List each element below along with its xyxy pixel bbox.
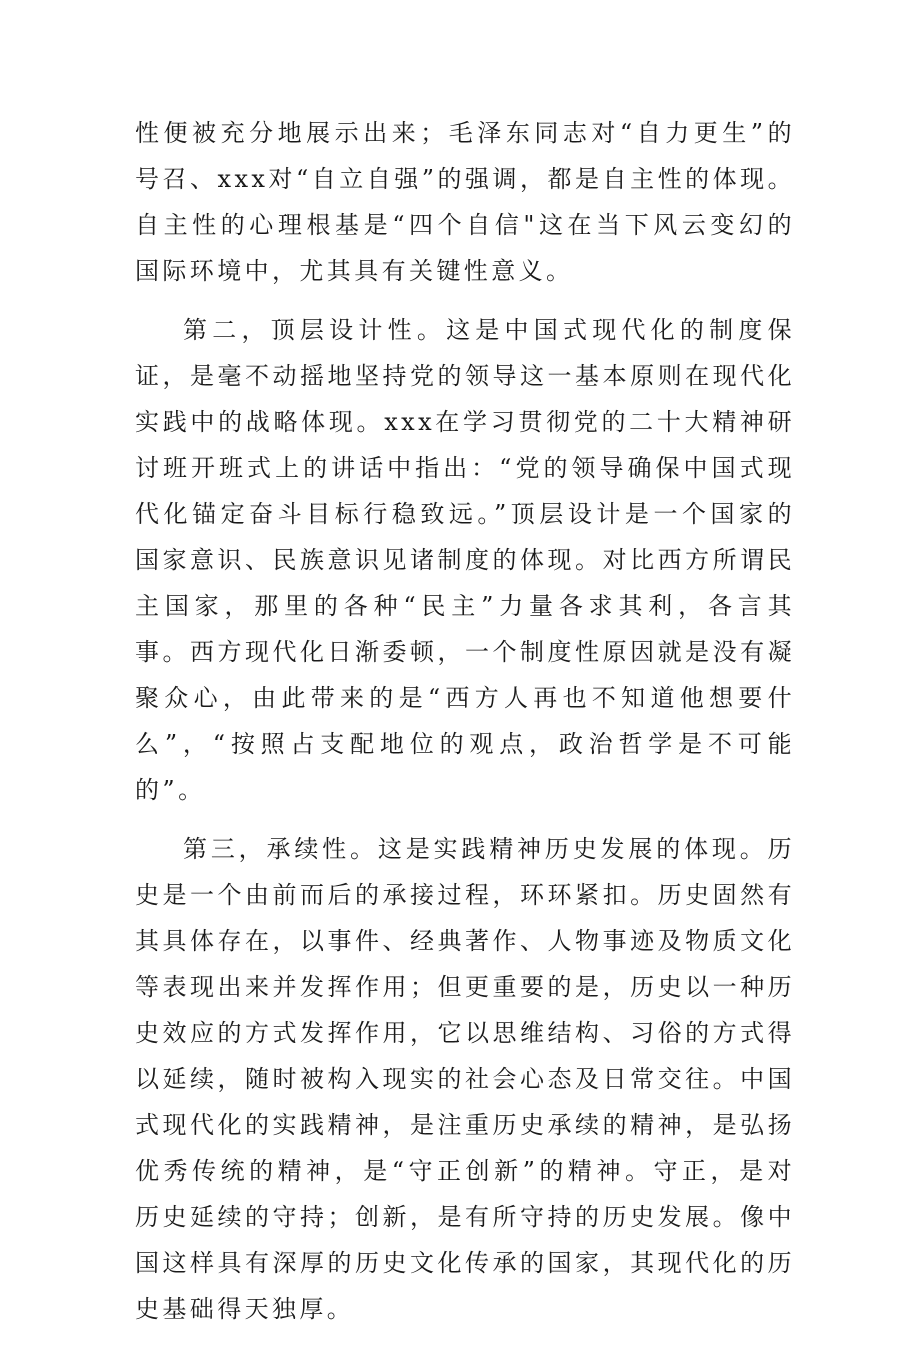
paragraph-continuation: 性便被充分地展示出来；毛泽东同志对“自力更生”的号召、xxx对“自立自强”的强调，都是自主性的体现。自主性的心理根基是“四个自信"这在当下风云变幻的国际环境中，尤其具有关键性意义。 [135,119,795,285]
paragraph-continuity: 第三，承续性。这是实践精神历史发展的体现。历史是一个由前而后的承接过程，环环紧扣。历史固然有其具体存在，以事件、经典著作、人物事迹及物质文化等表现出来并发挥作用；但更重要的是，历史以一种历史效应的方式发挥作用，它以思维结构、习俗的方式得以延续，随时被构入现实的社会心态及日常交往。中国式现代化的实践精神，是注重历史承续的精神，是弘扬优秀传统的精神，是“守正创新”的精神。守正，是对历史延续的守持；创新，是有所守持的历史发展。像中国这样具有深厚的历史文化传承的国家，其现代化的历史基础得天独厚。 [135,835,795,1323]
paragraph-top-level-design: 第二，顶层设计性。这是中国式现代化的制度保证，是毫不动摇地坚持党的领导这一基本原则在现代化实践中的战略体现。xxx在学习贯彻党的二十大精神研讨班开班式上的讲话中指出：“党的领导确保中国式现代化锚定奋斗目标行稳致远。”顶层设计是一个国家的国家意识、民族意识见诸制度的体现。对比西方所谓民主国家，那里的各种“民主”力量各求其利，各言其事。西方现代化日渐委顿，一个制度性原因就是没有凝聚众心，由此带来的是“西方人再也不知道他想要什么”，“按照占支配地位的观点，政治哲学是不可能的”。 [135,316,795,804]
document-body [135,110,795,1345]
